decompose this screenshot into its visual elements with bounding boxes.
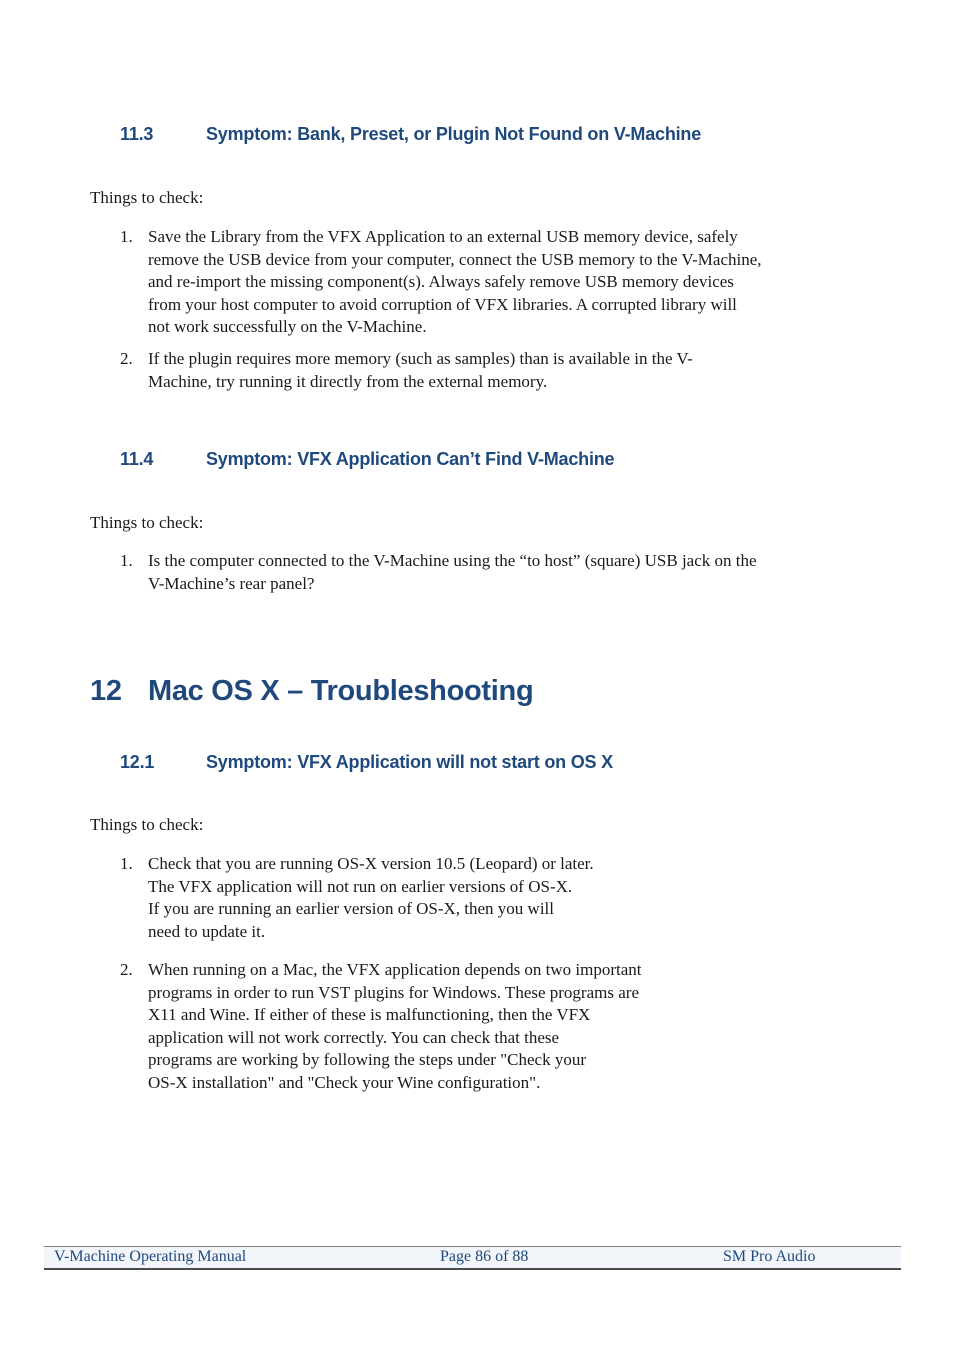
list-item-line: remove the USB device from your computer, connect the USB memory to the V-Machine, bbox=[148, 249, 762, 269]
section-heading-11-4 bbox=[120, 449, 820, 473]
list-item bbox=[120, 550, 900, 596]
list-item-line: programs in order to run VST plugins for Windows. These programs are bbox=[148, 982, 639, 1002]
list-item-line: Check that you are running OS-X version 10.5 (Leopard) or later. bbox=[148, 854, 594, 873]
list-item-text bbox=[148, 959, 642, 1094]
list-item-line: OS-X installation" and "Check your Wine configuration". bbox=[148, 1072, 541, 1092]
list-item-number: 2. bbox=[120, 960, 133, 979]
chapter-heading-12 bbox=[90, 675, 690, 713]
footer-company: SM Pro Audio bbox=[723, 1248, 816, 1265]
chapter-title: Mac OS X – Troubleshooting bbox=[148, 675, 534, 707]
section-heading-12-1 bbox=[120, 752, 820, 776]
section-number: 11.4 bbox=[120, 449, 154, 469]
list-item-line: need to update it. bbox=[148, 921, 266, 941]
list-item-text bbox=[148, 226, 762, 339]
list-item-line: X11 and Wine. If either of these is malfunctioning, then the VFX bbox=[148, 1005, 591, 1024]
list-item-line: application will not work correctly. You can check that these bbox=[148, 1027, 560, 1047]
footer-bottom-rule bbox=[44, 1268, 901, 1270]
section-title: Symptom: VFX Application Can’t Find V-Machine bbox=[206, 449, 615, 469]
list-item-line: Save the Library from the VFX Application to an external USB memory device, safely bbox=[148, 227, 738, 246]
list-item-line: Is the computer connected to the V-Machine using the “to host” (square) USB jack on the bbox=[148, 551, 757, 570]
list-item-line: and re-import the missing component(s). Always safely remove USB memory devices bbox=[148, 272, 734, 291]
list-item-number: 1. bbox=[120, 227, 133, 246]
list-item-line: If the plugin requires more memory (such as samples) than is available in the V- bbox=[148, 349, 693, 368]
section-heading-11-3 bbox=[120, 124, 820, 148]
list-item bbox=[120, 348, 900, 394]
list-item-line: from your host computer to avoid corruption of VFX libraries. A corrupted library will bbox=[148, 294, 737, 314]
section-title: Symptom: Bank, Preset, or Plugin Not Found on V-Machine bbox=[206, 124, 702, 144]
footer-manual-title: V-Machine Operating Manual bbox=[54, 1248, 247, 1265]
section-title: Symptom: VFX Application will not start on OS X bbox=[206, 752, 613, 772]
list-item-line: Machine, try running it directly from the external memory. bbox=[148, 371, 548, 391]
list-item-line: The VFX application will not run on earlier versions of OS-X. bbox=[148, 876, 573, 896]
footer-page-number: Page 86 of 88 bbox=[440, 1248, 529, 1265]
list-item bbox=[120, 959, 900, 1097]
list-item-number: 1. bbox=[120, 551, 133, 570]
section-number: 11.3 bbox=[120, 124, 154, 144]
list-item-text bbox=[148, 550, 757, 595]
list-item-number: 1. bbox=[120, 854, 133, 873]
list-item bbox=[120, 853, 900, 945]
list-item-line: If you are running an earlier version of OS-X, then you will bbox=[148, 899, 554, 918]
things-to-check-label: Things to check: bbox=[90, 513, 204, 532]
section-number: 12.1 bbox=[120, 752, 155, 772]
list-item-text bbox=[148, 853, 594, 943]
list-item-text bbox=[148, 348, 693, 393]
list-item-line: When running on a Mac, the VFX application depends on two important bbox=[148, 960, 642, 979]
things-to-check-label: Things to check: bbox=[90, 188, 204, 207]
things-to-check-label: Things to check: bbox=[90, 815, 204, 834]
list-item-line: programs are working by following the steps under "Check your bbox=[148, 1050, 586, 1069]
list-item-line: not work successfully on the V-Machine. bbox=[148, 317, 427, 336]
footer-top-rule bbox=[44, 1246, 901, 1247]
list-item-line: V-Machine’s rear panel? bbox=[148, 573, 315, 593]
list-item-number: 2. bbox=[120, 349, 133, 368]
chapter-number: 12 bbox=[90, 675, 122, 707]
list-item bbox=[120, 226, 900, 341]
